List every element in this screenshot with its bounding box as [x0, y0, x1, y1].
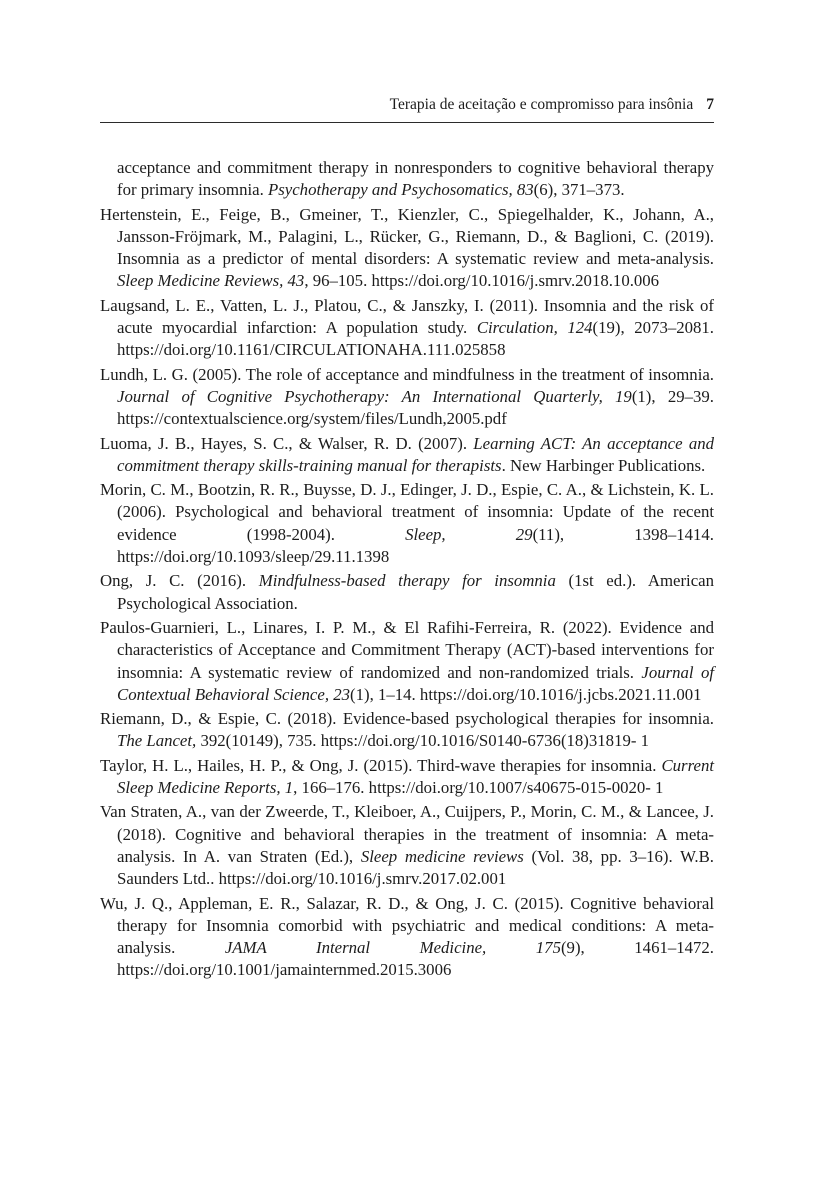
reference-italic-segment: Current Sleep Medicine Reports, 1 [117, 755, 714, 798]
reference-text-segment: Morin, C. M., Bootzin, R. R., Buysse, D. J., Edinger, J. D., Espie, C. A., & Lichstein, K. L. (2006). Psychological and behavioral treatment of insomnia: Update of the recent evidence (1998-2004). [100, 480, 714, 544]
reference-text-segment: (9), 1461–1472. https://doi.org/10.1001/jamainternmed.2015.3006 [117, 938, 714, 980]
reference-text-segment: , 96–105. https://doi.org/10.1016/j.smrv.2018.10.006 [304, 271, 660, 291]
reference-text-segment: (Vol. 38, pp. 3–16). W.B. Saunders Ltd.. https://doi.org/10.1016/j.smrv.2017.02.001 [117, 846, 714, 889]
reference-entry [100, 708, 714, 753]
reference-entry [100, 433, 714, 478]
reference-text-segment: (1), 29–39. https://contextualscience.org/system/files/Lundh,2005.pdf [117, 386, 714, 429]
reference-italic-segment: Sleep medicine reviews [360, 846, 524, 866]
reference-text-segment: 392(10149), 735. https://doi.org/10.1016/S0140-6736(18)31819- 1 [196, 731, 650, 751]
reference-text-segment: (6), 371–373. [533, 180, 625, 200]
reference-italic-segment: Journal of Cognitive Psychotherapy: An International Quarterly, 19 [117, 386, 632, 406]
reference-text-segment: Laugsand, L. E., Vatten, L. J., Platou, C., & Janszky, I. (2011). Insomnia and the risk of acute myocardial infarction: A population study. [100, 295, 714, 338]
reference-entry [100, 755, 714, 800]
reference-entry [100, 893, 714, 982]
reference-text-segment: acceptance and commitment therapy in nonresponders to cognitive behavioral therapy for primary insomnia. [117, 158, 714, 200]
reference-italic-segment: Sleep, 29 [405, 524, 533, 544]
reference-italic-segment: Mindfulness-based therapy for insomnia [258, 571, 556, 591]
running-title: Terapia de aceitação e compromisso para insônia [389, 96, 694, 113]
reference-entry-continuation [100, 157, 714, 202]
reference-text-segment: (1), 1–14. https://doi.org/10.1016/j.jcbs.2021.11.001 [350, 684, 702, 704]
reference-entry [100, 479, 714, 568]
reference-text-segment: Taylor, H. L., Hailes, H. P., & Ong, J. (2015). Third-wave therapies for insomnia. [100, 755, 662, 775]
reference-italic-segment: Journal of Contextual Behavioral Science, 23 [117, 662, 714, 704]
reference-text-segment: , 166–176. https://doi.org/10.1007/s40675-015-0020- 1 [293, 778, 664, 798]
reference-entry [100, 801, 714, 890]
reference-text-segment: Luoma, J. B., Hayes, S. C., & Walser, R. D. (2007). [100, 433, 474, 453]
reference-text-segment: . New Harbinger Publications. [501, 455, 706, 475]
reference-text-segment: Paulos-Guarnieri, L., Linares, I. P. M., & El Rafihi-Ferreira, R. (2022). Evidence and characteristics of Acceptance and Commitment Therapy (ACT)-based interventions for insomnia: A systematic review of randomized and non-randomized trials. [100, 617, 714, 682]
reference-entry [100, 617, 714, 706]
reference-text-segment: Wu, J. Q., Appleman, E. R., Salazar, R. D., & Ong, J. C. (2015). Cognitive behavioral therapy for Insomnia comorbid with psychiatric and medical conditions: A meta-analysis. [100, 893, 714, 958]
reference-text-segment: Lundh, L. G. (2005). The role of acceptance and mindfulness in the treatment of insomnia. [100, 364, 714, 384]
reference-italic-segment: Learning ACT: An acceptance and commitment therapy skills-training manual for therapists [117, 433, 714, 475]
reference-italic-segment: Circulation, 124 [476, 318, 593, 338]
reference-italic-segment: Psychotherapy and Psychosomatics, 83 [268, 180, 534, 200]
page-header [100, 95, 714, 123]
reference-italic-segment: JAMA Internal Medicine, 175 [224, 938, 561, 958]
reference-text-segment: Riemann, D., & Espie, C. (2018). Evidence-based psychological therapies for insomnia. [100, 709, 714, 729]
references-list [100, 157, 714, 984]
reference-entry [100, 364, 714, 431]
reference-text-segment: (11), 1398–1414. https://doi.org/10.1093/sleep/29.11.1398 [117, 524, 714, 567]
reference-text-segment: Ong, J. C. (2016). [100, 571, 259, 591]
reference-italic-segment: The Lancet, [117, 731, 197, 751]
reference-entry [100, 295, 714, 362]
reference-italic-segment: Sleep Medicine Reviews, 43 [117, 271, 305, 291]
reference-text-segment: (19), 2073–2081. https://doi.org/10.1161/CIRCULATIONAHA.111.025858 [117, 318, 714, 360]
reference-text-segment: (1st ed.). American Psychological Association. [117, 571, 715, 613]
reference-text-segment: Hertenstein, E., Feige, B., Gmeiner, T., Kienzler, C., Spiegelhalder, K., Johann, A., Jansson-Fröjmark, M., Palagini, L., Rücker, G., Riemann, D., & Baglioni, C. (2019). Insomnia as a predictor of mental disorders: A systematic review and meta-analysis. [100, 204, 714, 269]
reference-text-segment: Van Straten, A., van der Zweerde, T., Kleiboer, A., Cuijpers, P., Morin, C. M., & Lancee, J. (2018). Cognitive and behavioral therapies in the treatment of insomnia: A meta-analysis. In A. van Straten (Ed.), [100, 802, 714, 866]
reference-entry [100, 570, 714, 615]
page-number: 7 [706, 96, 714, 113]
reference-entry [100, 204, 714, 293]
